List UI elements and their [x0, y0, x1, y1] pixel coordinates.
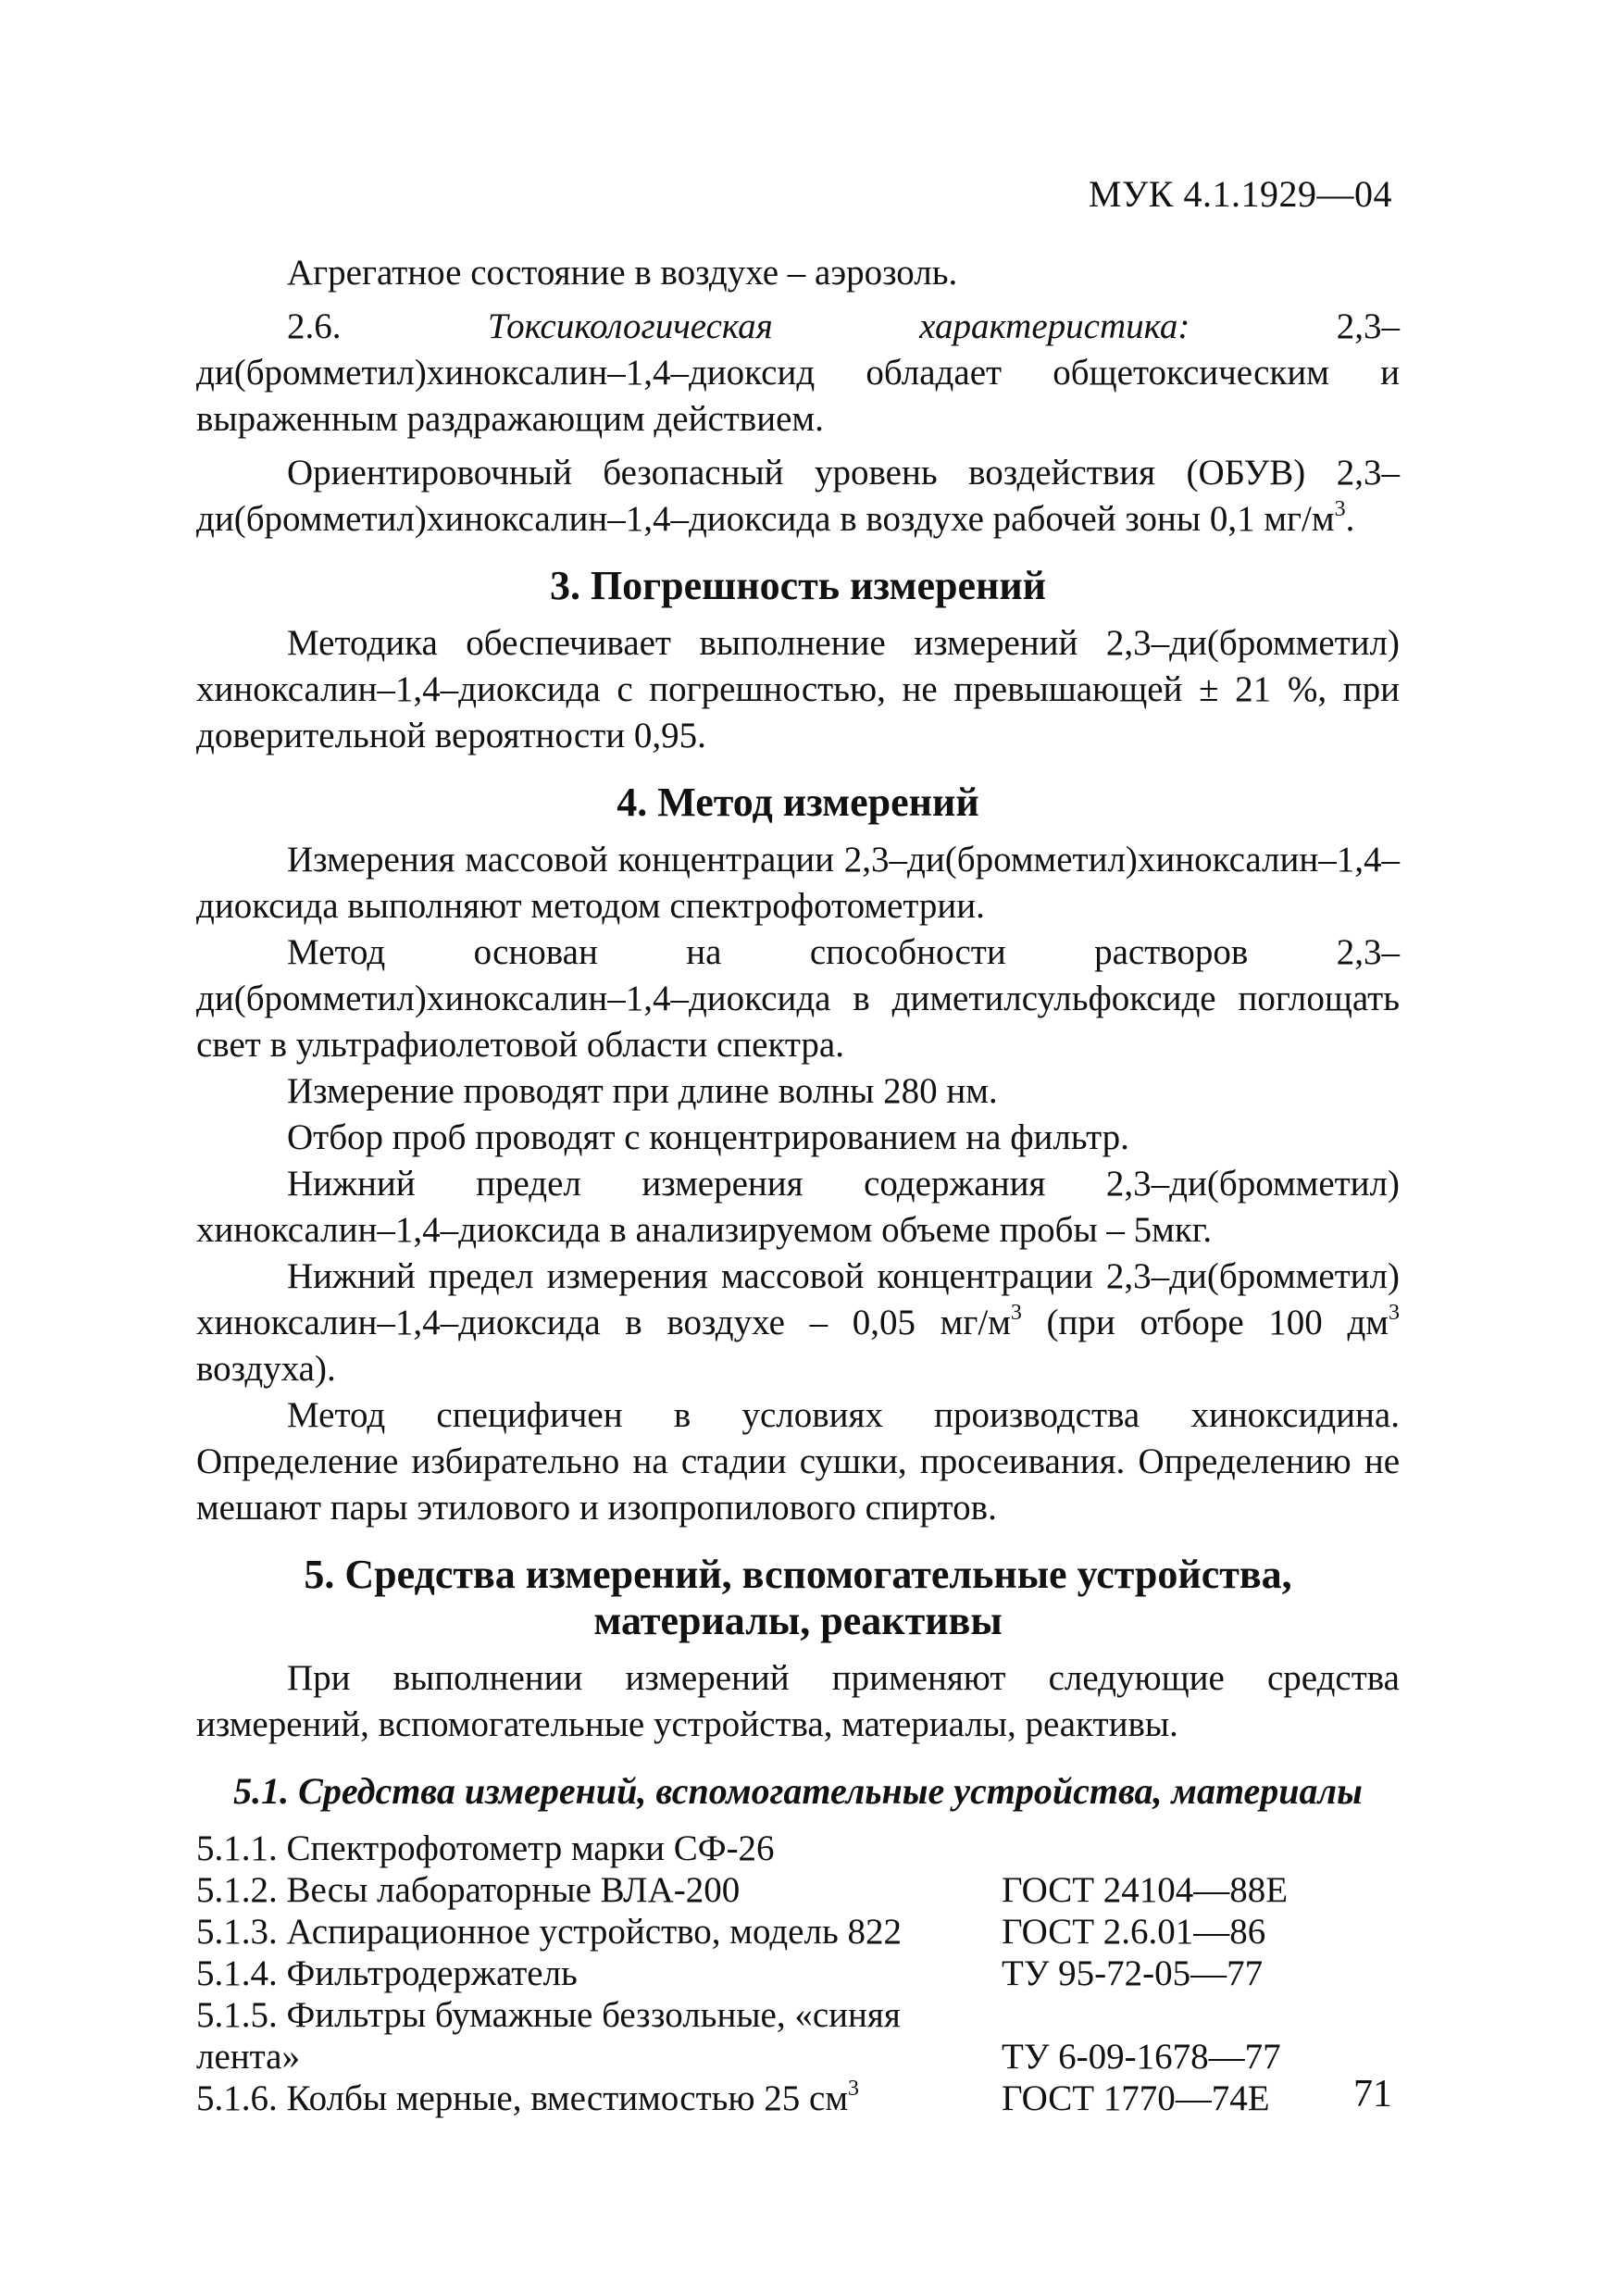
section-4-paragraph: Метод основан на способности растворов 2,3–ди(бромметил)хиноксалин–1,4–диоксида в диметилсульфоксиде поглощать свет в ультрафиолетовой области спектра.: [196, 932, 1400, 1065]
section-4-title: 4. Метод измерений: [617, 780, 979, 825]
equipment-row: [196, 2078, 1400, 2119]
lower-limit-text: (при отборе 100 дм: [1021, 1303, 1389, 1342]
equipment-item: [196, 2078, 1002, 2119]
section-4-paragraph: Измерения массовой концентрации 2,3–ди(бромметил)хиноксалин–1,4–диоксида выполняют методом спектрофотометрии.: [196, 840, 1400, 926]
obuv-superscript: 3: [1334, 497, 1346, 521]
toxicology-paragraph: [196, 304, 1400, 443]
aggregate-state-paragraph: Агрегатное состояние в воздухе – аэрозоль.: [287, 253, 958, 293]
equipment-row: [196, 1953, 1400, 1994]
section-4-paragraph: Измерение проводят при длине волны 280 нм.: [287, 1071, 998, 1111]
equipment-row: [196, 1911, 1400, 1953]
equipment-row: [196, 1869, 1400, 1911]
toxicology-text: 2,3–ди(бромметил)хиноксалин–1,4–диоксид обладает общетоксическим и выраженным раздражающим действием.: [196, 306, 1401, 439]
equipment-item: 5.1.4. Фильтродержатель: [196, 1953, 578, 1993]
equipment-item: 5.1.1. Спектрофотометр марки СФ-26: [196, 1828, 775, 1868]
equipment-row: [196, 1994, 1400, 2078]
unit-superscript: 3: [848, 2077, 860, 2101]
lower-limit-text: воздуха).: [196, 1349, 336, 1389]
obuv-end: .: [1345, 499, 1355, 539]
section-4-paragraph: Отбор проб проводят с концентрированием на фильтр.: [287, 1117, 1129, 1157]
obuv-paragraph: [196, 450, 1400, 543]
equipment-standard: ТУ 6-09-1678—77: [1002, 2037, 1281, 2077]
equipment-item: 5.1.3. Аспирационное устройство, модель 822: [196, 1912, 902, 1952]
section-5-title-line: материалы, реактивы: [593, 1598, 1003, 1643]
equipment-item-label: 5.1.6. Колбы мерные, вместимостью 25 см: [196, 2078, 849, 2118]
section-4-paragraph: Метод специфичен в условиях производства хиноксидина. Определение избирательно на стадии сушки, просеивания. Определению не мешают пары этилового и изопропилового спиртов.: [196, 1395, 1400, 1528]
equipment-standard: ГОСТ 24104—88Е: [1002, 1870, 1289, 1910]
equipment-standard: ГОСТ 2.6.01—86: [1002, 1912, 1266, 1952]
equipment-item: 5.1.2. Весы лабораторные ВЛА-200: [196, 1870, 741, 1910]
unit-superscript: 3: [1010, 1301, 1022, 1325]
equipment-table: [196, 1828, 1400, 2119]
lower-limit-text: Нижний предел измерения массовой концентрации 2,3–ди(бромметил) хиноксалин–1,4–диоксида в воздухе – 0,05 мг/м: [196, 1256, 1400, 1342]
equipment-standard: [1002, 1828, 1400, 1869]
equipment-standard: ТУ 95-72-05—77: [1002, 1953, 1264, 1993]
section-4-lower-limit-paragraph: [196, 1254, 1400, 1392]
equipment-row: [196, 1828, 1400, 1869]
section-4-paragraph: Нижний предел измерения содержания 2,3–ди(бромметил) хиноксалин–1,4–диоксида в анализируемом объеме пробы – 5мкг.: [196, 1164, 1400, 1250]
page-number: 71: [1353, 2073, 1392, 2115]
section-3-title: 3. Погрешность измерений: [549, 563, 1047, 608]
section-5-title: [196, 1552, 1400, 1644]
obuv-text: Ориентировочный безопасный уровень воздействия (ОБУВ) 2,3–ди(бромметил)хиноксалин–1,4–диоксида в воздухе рабочей зоны 0,1 мг/м: [196, 453, 1400, 539]
toxicology-label: Токсикологическая характеристика:: [487, 306, 1190, 346]
section-3-text: Методика обеспечивает выполнение измерений 2,3–ди(бромметил) хиноксалин–1,4–диоксида с погрешностью, не превышающей ± 21 %, при доверительной вероятности 0,95.: [196, 623, 1400, 755]
unit-superscript: 3: [1389, 1301, 1400, 1325]
equipment-standard: ГОСТ 1770—74Е: [1002, 2078, 1270, 2118]
subsection-5-1-title: 5.1. Средства измерений, вспомогательные устройства, материалы: [233, 1770, 1363, 1812]
equipment-item: 5.1.5. Фильтры бумажные беззольные, «синяя лента»: [196, 1995, 901, 2077]
section-5-title-line: 5. Средства измерений, вспомогательные устройства,: [304, 1552, 1292, 1597]
section-5-text: При выполнении измерений применяют следующие средства измерений, вспомогательные устройства, материалы, реактивы.: [196, 1658, 1400, 1744]
document-code: МУК 4.1.1929—04: [1088, 173, 1392, 215]
toxicology-number: 2.6.: [287, 306, 342, 346]
page-content: [196, 250, 1400, 2119]
